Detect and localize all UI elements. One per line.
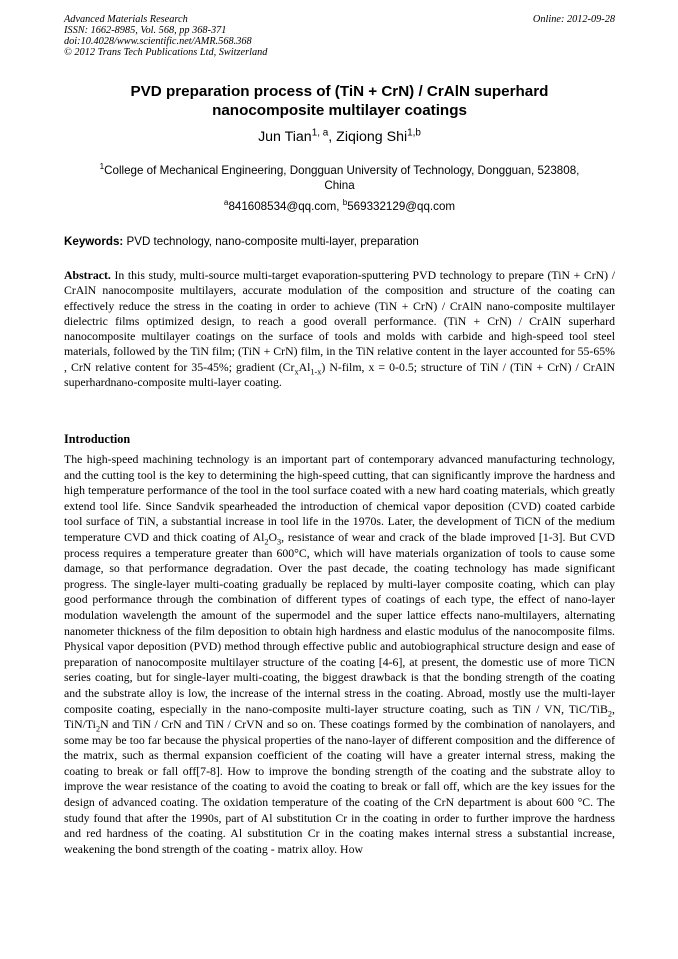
intro-text-2: O [268, 529, 278, 544]
email-a-mark: a [223, 198, 229, 208]
email-b: 569332129@qq.com [347, 200, 456, 213]
author-1-affil-mark: 1, a [311, 127, 329, 139]
author-2-affil-mark: 1,b [407, 127, 421, 139]
abstract-text-1: In this study, multi-source multi-target evaporation-sputtering PVD technology to prepare (TiN + CrN) / CrAlN nanocomposite multilayers, accurate modulation of the composition and structure of the coating can effectively reduce the stress in the coating in order to achieve (TiN + CrN) / CrAlN nano-composite multilayer dielectric films optimized design, to reach a good overall performance. (TiN + CrN) / CrAlN superhard nanocomposite multilayer coatings on the surface of tools and molds with carbide and high-speed tool steel materials, followed by the TiN film; (TiN + CrN) film, in the TiN relative content in the layer accounted for 55-65% , CrN relative content for 35-45%; gradient (Cr [64, 268, 615, 374]
affiliation-text: College of Mechanical Engineering, Dongguan University of Technology, Dongguan, 523808, [104, 164, 580, 177]
abstract-sub-x: x [294, 367, 299, 377]
intro-text-1: The high-speed machining technology is an important part of contemporary advanced manufacturing technology, and the cutting tool is the key to determining the high-speed cutting, that can significantly improve the hardness and high temperature performance of the tool in the tool surface coated with a new hard coating materials, which greatly extend tool life. Since Sandvik spearheaded the introduction of chemical vapor deposition (CVD) coated carbide tool surface of TiN, a substantial increase in tool life in the 1970s. Later, the development of TiCN of the medium temperature CVD and thick coating of Al [64, 452, 615, 544]
abstract-text-2: Al [298, 359, 311, 374]
intro-sub-4: 2 [95, 724, 101, 734]
title-line-1: PVD preparation process of (TiN + CrN) / CrAlN superhard [130, 83, 549, 100]
journal-doi: doi:10.4028/www.scientific.net/AMR.568.368 [64, 36, 252, 47]
affiliation [64, 163, 615, 193]
intro-text-4: , TiN/Ti [64, 701, 615, 732]
abstract-text-3: ) N-film, x = 0-0.5; structure of TiN / (TiN + CrN) / CrAlN superhardnano-composite multi-layer coating. [64, 359, 615, 390]
abstract-label: Abstract. [64, 268, 111, 282]
title-line-2: nanocomposite multilayer coatings [212, 102, 467, 119]
author-list [64, 128, 615, 146]
intro-sub-2: 3 [277, 537, 282, 547]
abstract-sub-1x: 1-x [310, 367, 322, 377]
email-a: 841608534@qq.com [228, 200, 337, 213]
intro-sub-1: 2 [264, 537, 269, 547]
introduction-body [64, 452, 615, 857]
email-b-mark: b [342, 198, 348, 208]
author-separator: , [328, 129, 337, 145]
keywords-label: Keywords: [64, 235, 124, 248]
email-separator: , [336, 200, 343, 213]
online-date: Online: 2012-09-28 [532, 14, 615, 25]
journal-name: Advanced Materials Research [64, 14, 188, 25]
keywords-text: PVD technology, nano-composite multi-layer, preparation [123, 235, 419, 248]
journal-issn: ISSN: 1662-8985, Vol. 568, pp 368-371 [64, 25, 227, 36]
section-heading-introduction: Introduction [64, 432, 131, 446]
abstract [64, 268, 615, 390]
journal-header [64, 14, 615, 58]
affiliation-line-2: China [324, 179, 355, 192]
keywords [64, 234, 615, 249]
journal-copyright: © 2012 Trans Tech Publications Ltd, Switzerland [64, 47, 268, 58]
affiliation-line-1 [64, 163, 615, 178]
paper-title [64, 82, 615, 120]
author-2-name: Ziqiong Shi [336, 129, 408, 145]
intro-sub-3: 2 [607, 708, 613, 718]
intro-text-3: , resistance of wear and crack of the blade improved [1-3]. But CVD process requires a temperature greater than 600°C, which will have materials organization of tools to cause some damage, so that performance degradation. Over the past decade, the coating technology has made significant progress. The single-layer multi-coating gradually be replaced by multi-layer composite coating, which can play good performance through the combination of different types of coatings of each type, the effect of nano-layer modulation wavelength the amount of the supermodel and the super lattice effects nano-multilayers, alternating nanometer thickness of the film deposition to obtain high hardness and elastic modulus of the nanocomposite films. Physical vapor deposition (PVD) method through effective public and autobiographical structure design and ease of preparation of nanocomposite multilayer structure of the coating [4-6], at present, the domestic use of more TiCN series coating, but for single-layer multi-coating, the biggest drawback is that the bonding strength of the coating and the substrate alloy is low, the increase of the internal stress in the coating. Abroad, mostly use the multi-layer composite coating, especially in the nano-composite multi-layer structure coating, such as TiN / VN, TiC/TiB [64, 529, 615, 716]
author-emails [64, 199, 615, 214]
intro-text-5: N and TiN / CrN and TiN / CrVN and so on. These coatings formed by the combination of nanolayers, and some may be too far because the physical properties of the nano-layer of different composition and the difference of the matrix, such as thermal expansion coefficient of the coating will have a greater internal stress, making the coating to break or fall off[7-8]. How to improve the bonding strength of the coating and the substrate alloy to improve the wear resistance of the coating to avoid the coating to break or fall off, which are the key issues for the design of advanced coating. The oxidation temperature of the coating of the CrN department is about 600 °C. The study found that after the 1990s, part of Al substitution Cr in the coating in order to further improve the hardness and red hardness of the coating. Al substitution Cr in the coating makes internal stress a substantial increase, weakening the bond strength of the coating - matrix alloy. How [64, 717, 615, 856]
author-1-name: Jun Tian [258, 129, 312, 145]
affiliation-mark: 1 [99, 162, 105, 172]
